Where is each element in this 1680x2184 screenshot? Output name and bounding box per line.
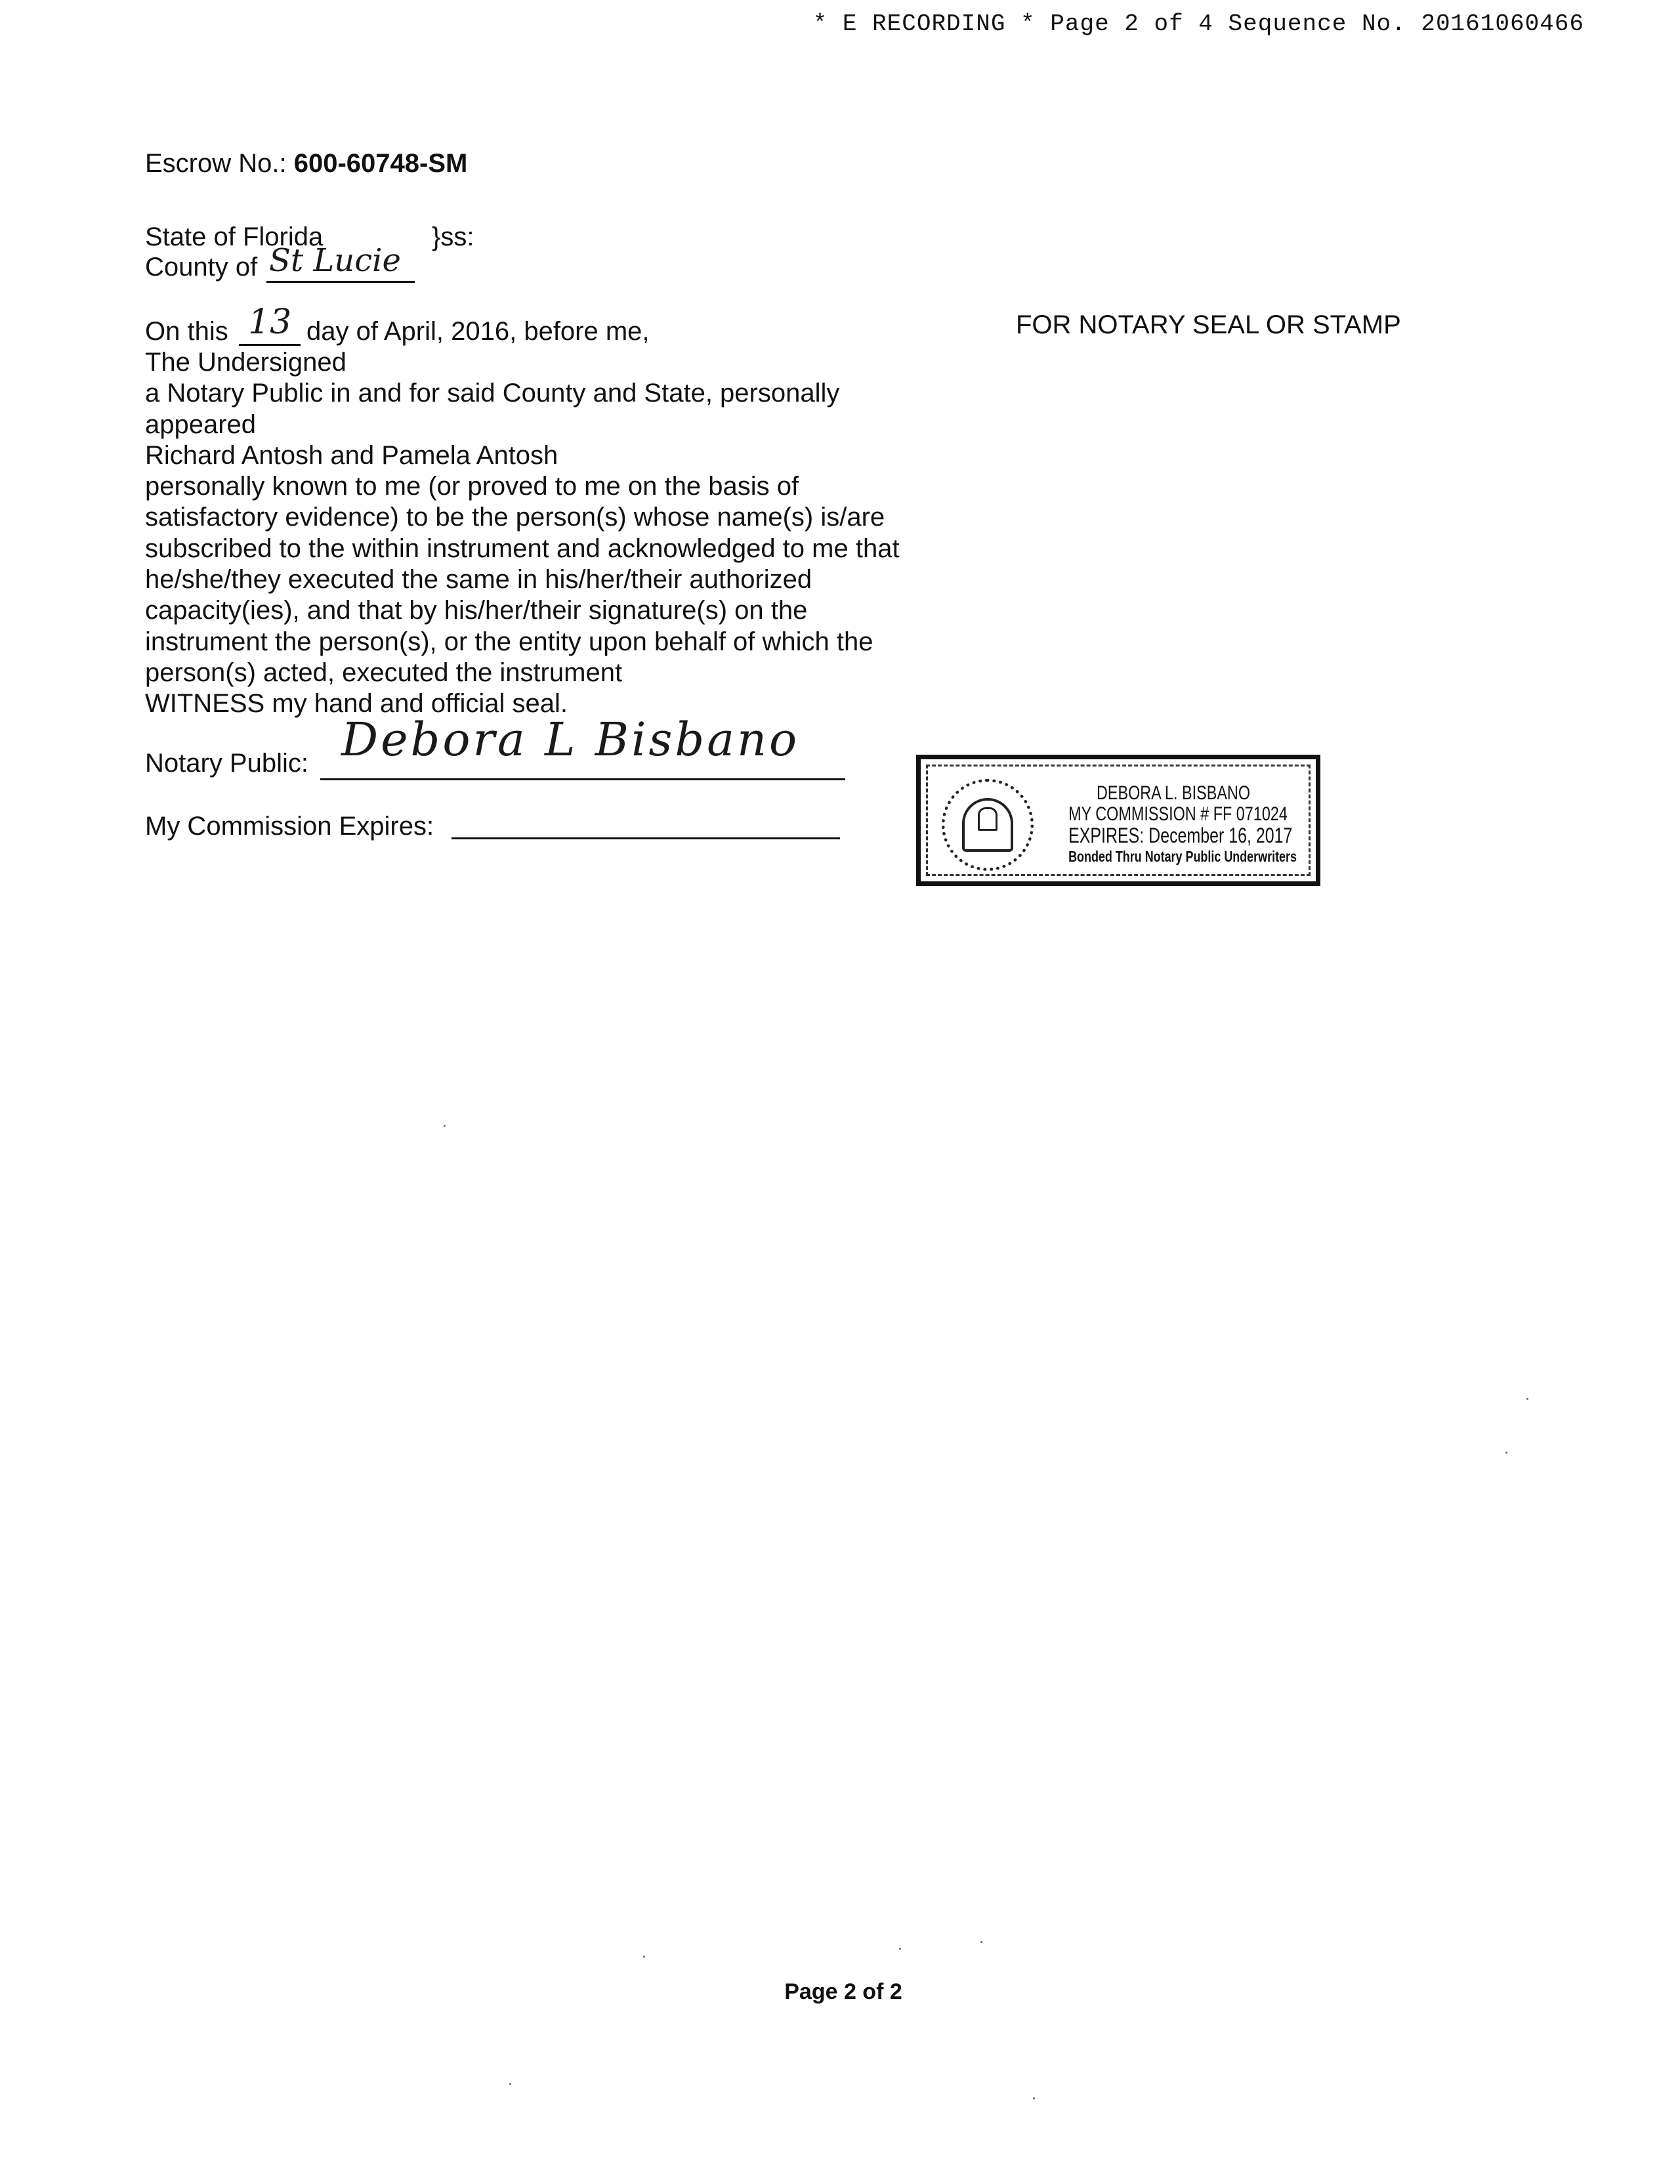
ack-line: appeared: [145, 410, 257, 439]
ack-line: person(s) acted, executed the instrument: [145, 658, 623, 687]
ack-line: satisfactory evidence) to be the person(s) whose name(s) is/are: [145, 503, 885, 532]
stamp-text: [1068, 782, 1297, 867]
notary-signature: Debora L Bisbano: [341, 713, 800, 766]
ack-date-text: day of April, 2016, before me,: [306, 317, 650, 346]
escrow-label: Escrow No.:: [145, 149, 287, 178]
day-handwritten: 13: [248, 303, 292, 342]
commission-underline: [452, 837, 840, 839]
ack-line: subscribed to the within instrument and acknowledged to me that: [145, 534, 900, 563]
ack-line: The Undersigned: [145, 348, 346, 377]
notary-stamp: [916, 755, 1320, 886]
ack-line: Richard Antosh and Pamela Antosh: [145, 440, 558, 470]
stamp-bonded: Bonded Thru Notary Public Underwriters: [1068, 848, 1297, 865]
page-footer: [0, 1979, 1680, 2005]
escrow-line: [145, 148, 467, 178]
ack-line: he/she/they executed the same in his/her/their authorized: [145, 565, 812, 595]
ss-text: }ss:: [432, 222, 474, 251]
state-text: State of Florida: [145, 222, 324, 251]
on-this-label: On this: [145, 317, 228, 346]
county-underline: [266, 281, 415, 283]
acknowledgment-body: [145, 347, 900, 720]
ack-line: instrument the person(s), or the entity upon behalf of which the: [145, 627, 873, 656]
commission-label: My Commission Expires:: [145, 812, 434, 841]
stamp-expires: EXPIRES: December 16, 2017: [1068, 824, 1293, 847]
ack-line: WITNESS my hand and official seal.: [145, 689, 568, 719]
seal-label: FOR NOTARY SEAL OR STAMP: [1016, 310, 1401, 339]
florida-seal-icon: [942, 779, 1034, 871]
recording-header: * E RECORDING * Page 2 of 4 Sequence No. 20161060466: [812, 10, 1584, 37]
footer-page: Page 2 of 2: [784, 1979, 902, 2004]
ack-line: capacity(ies), and that by his/her/their signature(s) on the: [145, 596, 808, 625]
stamp-name: DEBORA L. BISBANO: [1096, 782, 1251, 804]
county-line: [145, 252, 257, 282]
county-handwritten: St Lucie: [269, 242, 401, 279]
day-underline: [239, 344, 301, 346]
notary-label: Notary Public:: [145, 749, 308, 778]
ack-line: a Notary Public in and for said County and State, personally: [145, 379, 840, 408]
ack-line: personally known to me (or proved to me on the basis of: [145, 472, 799, 501]
signature-underline: [320, 778, 845, 780]
escrow-number: 600-60748-SM: [293, 149, 468, 178]
county-label: County of: [145, 253, 258, 282]
stamp-commission: MY COMMISSION # FF 071024: [1068, 803, 1288, 825]
